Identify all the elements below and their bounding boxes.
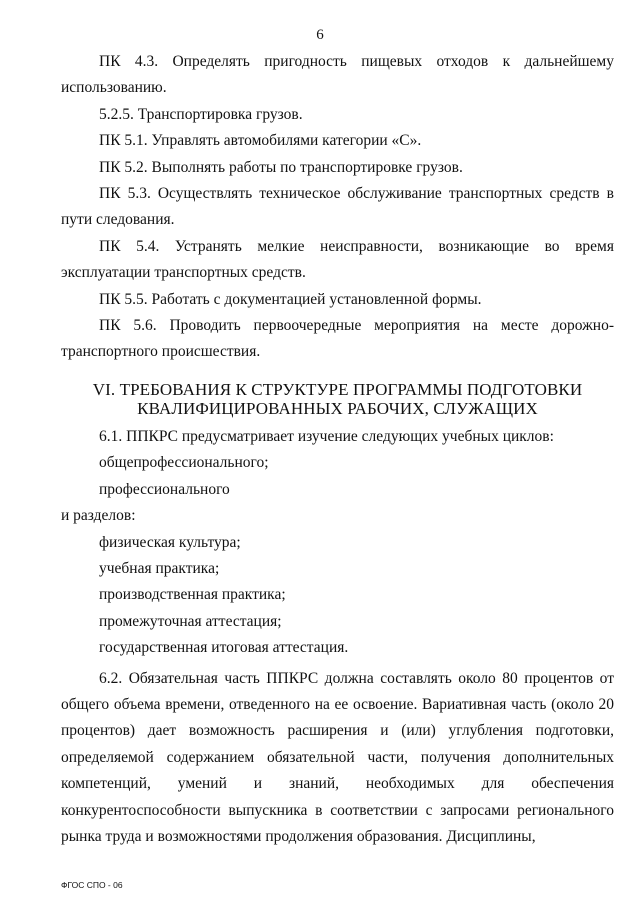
list-item-section: промежуточная аттестация; [99,612,282,630]
paragraph-pk-5-4: ПК 5.4. Устранять мелкие неисправности, возникающие во время эксплуатации транспортных средств. [61,237,614,282]
paragraph-pk-5-2: ПК 5.2. Выполнять работы по транспортировке грузов. [99,158,463,176]
footer-code: ФГОС СПО - 06 [61,880,123,890]
section-heading-line-1: VI. ТРЕБОВАНИЯ К СТРУКТУРЕ ПРОГРАММЫ ПОДГОТОВКИ [92,379,583,399]
paragraph-pk-5-5: ПК 5.5. Работать с документацией установленной формы. [99,290,482,308]
list-item-section: физическая культура; [99,533,241,551]
paragraph-pk-5-6: ПК 5.6. Проводить первоочередные мероприятия на месте дорожно-транспортного происшествия. [61,317,614,361]
list-item-cycle: профессионального [99,480,230,498]
paragraph-pk-5-1: ПК 5.1. Управлять автомобилями категории «С». [99,132,422,150]
list-item-section: государственная итоговая аттестация. [99,639,349,657]
document-body [61,49,614,850]
paragraph-6-1: 6.1. ППКРС предусматривает изучение следующих учебных циклов: [99,427,554,445]
page-number: 6 [316,27,324,43]
list-item-section: учебная практика; [99,559,220,577]
section-heading-line-2: КВАЛИФИЦИРОВАННЫХ РАБОЧИХ, СЛУЖАЩИХ [137,398,538,418]
and-sections-label: и разделов: [61,507,136,525]
paragraph-pk-5-3: ПК 5.3. Осуществлять техническое обслуживание транспортных средств в пути следования. [61,185,614,229]
paragraph-6-2: 6.2. Обязательная часть ППКРС должна составлять около 80 процентов от общего объема времени, отведенного на ее освоение. Вариативная часть (около 20 процентов) дает возможность расширения и (или) углубления подготовки, определяемой содержанием обязательной части, получения дополнительных компетенций, умений и знаний, необходимых для обеспечения конкурентоспособности выпускника в соответствии с запросами регионального рынка труда и возможностями продолжения образования. Дисциплины, [61,669,614,845]
paragraph-5-2-5: 5.2.5. Транспортировка грузов. [99,105,303,123]
section-heading [61,380,614,418]
list-item-cycle: общепрофессионального; [99,454,269,472]
paragraph-pk-4-3: ПК 4.3. Определять пригодность пищевых отходов к дальнейшему использованию. [61,53,614,97]
list-item-section: производственная практика; [99,586,286,604]
